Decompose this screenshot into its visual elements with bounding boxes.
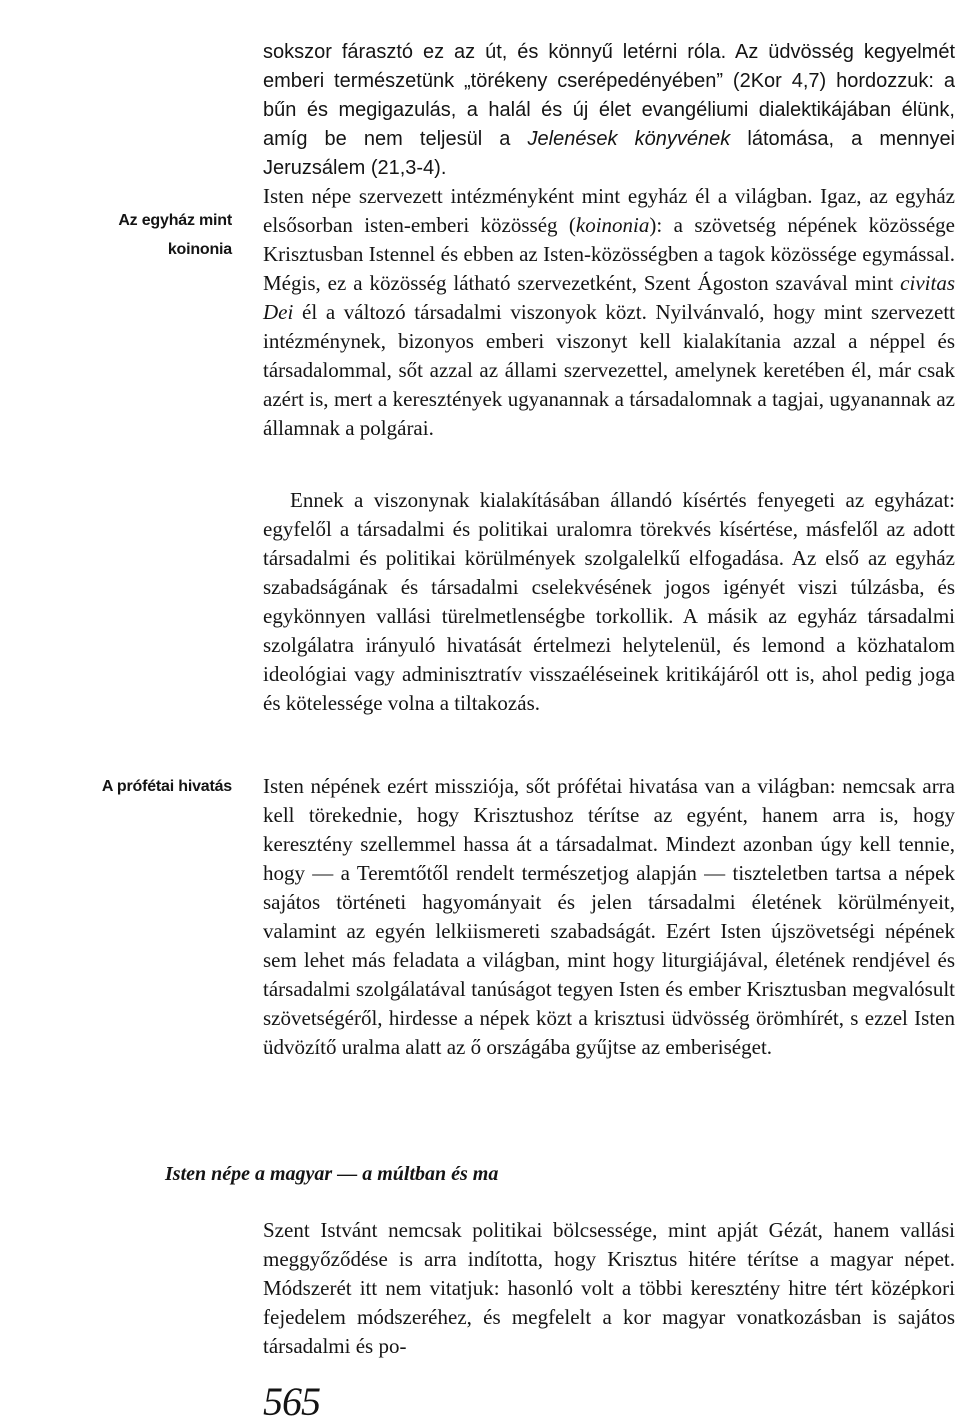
margin-note-koinonia-line-2: koinonia xyxy=(167,241,232,258)
paragraph-1 xyxy=(263,38,955,183)
margin-note-koinonia xyxy=(118,206,232,264)
section-heading: Isten népe a magyar — a múltban és ma xyxy=(165,1163,499,1185)
paragraph-2-text-b: ): a szövetség népének közössége Krisztusban Istennel és ebben az Isten-közösségben a tagok közössége egymással. Mégis, ez a közösség látható szervezetként, Szent Ágoston szavával mint xyxy=(263,213,955,295)
paragraph-5: Szent Istvánt nemcsak politikai bölcsessége, mint apját Gézát, hanem vallási meggyőződése is arra indította, hogy Krisztus hitére térítse a magyar népet. Módszerét itt nem vitatjuk: hasonló volt a többi keresztény hitre tért középkori fejedelem módszeréhez, és megfelelt a kor magyar vonatkozásban is sajátos társadalmi és po- xyxy=(263,1218,955,1358)
paragraph-1-text-a: sokszor fárasztó ez az út, és könnyű letérni róla. Az üdvösség kegyelmét emberi természetünk „törékeny cserépedényében” (2Kor 4,7) hordozzuk: a bűn és megigazulás, a halál és új élet evangéliumi dialektikájában élünk, amíg be nem teljesül a xyxy=(263,41,955,150)
paragraph-2-emphasis-civitas: civitas Dei xyxy=(263,271,955,324)
paragraph-4: Isten népének ezért missziója, sőt prófétai hivatása van a világban: nemcsak arra kell törekednie, hogy Krisztushoz térítse az egyént, hanem arra is, hogy keresztény szellemmel hassa át a társadalmat. Mindezt azonban úgy kell tennie, hogy — a Teremtőtől rendelt természetjog alapján — tiszteletben tartsa a népek sajátos történeti hagyományait és jelen társadalmi életének körülményeit, valamint az egyén lelkiismereti szabadságát. Ezért Isten újszövetségi népének sem lehet más feladata a világban, mint hogy liturgiájával, életének rendjével és társadalmi szolgálatával tanúságot tegyen Isten és ember Krisztusban megvalósult szövetségéről, hirdesse a népek közt a krisztusi üdvösség örömhírét, s ezzel Isten üdvözítő uralma alatt az ő országába gyűjtse az emberiséget. xyxy=(263,774,955,1059)
page-number: 565 xyxy=(263,1379,320,1424)
paragraph-2-text-a: Isten népe szervezett intézményként mint egyház él a világban. Igaz, az egyház elsősorban isten-emberi közösség ( xyxy=(263,184,955,237)
paragraph-1-text-b: látomása, a mennyei Jeruzsálem (21,3-4). xyxy=(263,128,956,179)
paragraph-2-emphasis-koinonia: koinonia xyxy=(575,213,650,237)
paragraph-2 xyxy=(263,182,955,443)
paragraph-1-emphasis: Jelenések könyvének xyxy=(527,128,731,150)
paragraph-3: Ennek a viszonynak kialakításában állandó kísértés fenyegeti az egyházat: egyfelől a társadalmi és politikai uralomra törekvés kísértése, másfelől az adott társadalmi és politikai körülmények szolgalelkű elfogadása. Az első az egyház szabadságának és társadalmi cselekvésének jogos igényét viszi túlzásba, és egykönnyen vallási türelmetlenségbe torkollik. A másik az egyház társadalmi szolgálatra irányuló hivatását értelmezi helytelenül, és lemond a közhatalom ideológiai vagy adminisztratív visszaéléseinek kritikájáról ott is, ahol pedig joga és kötelessége volna a tiltakozás. xyxy=(263,488,955,715)
paragraph-2-text-c: él a változó társadalmi viszonyok közt. Nyilvánvaló, hogy mint szervezett intézménynek, bizonyos emberi viszonyt kell kialakítania azzal a néppel és társadalommal, sőt azzal az állami szervezettel, amelynek keretében él, már csak azért is, mert a keresztények ugyanannak a társadalomnak a tagjai, ugyanannak az államnak a polgárai. xyxy=(263,300,955,440)
margin-note-koinonia-line-1: Az egyház mint xyxy=(118,212,232,229)
margin-note-profetai: A prófétai hivatás xyxy=(101,778,232,795)
